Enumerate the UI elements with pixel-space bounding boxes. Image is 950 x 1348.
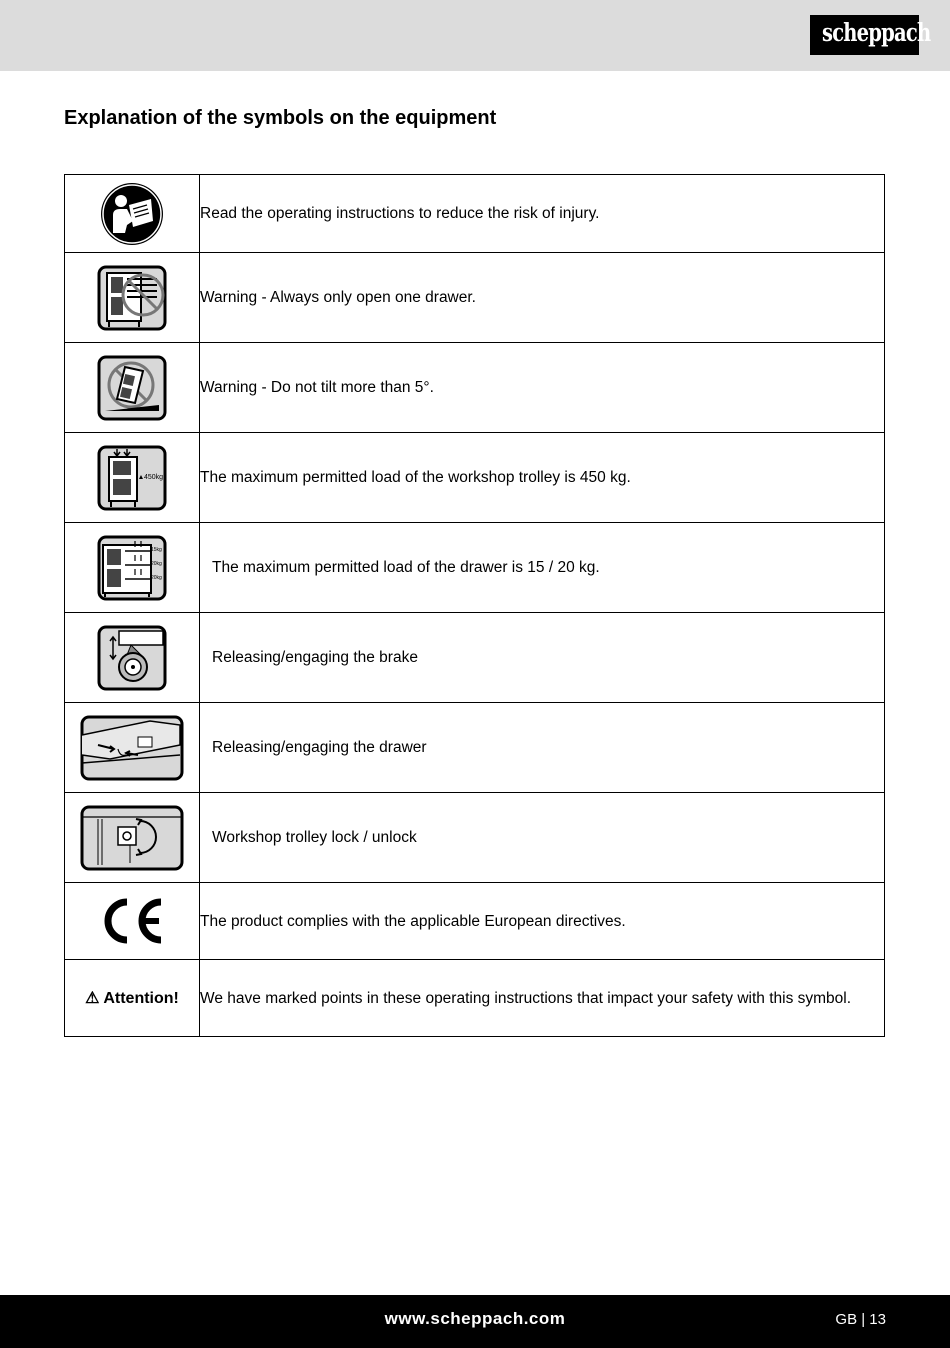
row-description: Releasing/engaging the drawer bbox=[200, 703, 885, 793]
icon-cell bbox=[65, 883, 200, 960]
icon-cell bbox=[65, 703, 200, 793]
drawer-load-label: 20kg bbox=[151, 560, 162, 567]
icon-cell bbox=[65, 523, 200, 613]
icon-cell bbox=[65, 960, 200, 1037]
row-description: The product complies with the applicable European directives. bbox=[200, 883, 885, 960]
icon-cell bbox=[65, 175, 200, 253]
row-description: Workshop trolley lock / unlock bbox=[200, 793, 885, 883]
row-description: Read the operating instructions to reduce the risk of injury. bbox=[200, 175, 885, 253]
brake-icon bbox=[97, 625, 167, 691]
row-description: Releasing/engaging the brake bbox=[200, 613, 885, 703]
icon-cell bbox=[65, 343, 200, 433]
scheppach-logo: scheppach bbox=[810, 15, 919, 55]
row-description: The maximum permitted load of the workshop trolley is 450 kg. bbox=[200, 433, 885, 523]
drawer-load-label: 20kg bbox=[151, 574, 162, 581]
table-row bbox=[65, 343, 885, 433]
table-row bbox=[65, 703, 885, 793]
footer-bar bbox=[0, 1295, 950, 1348]
header-bar bbox=[0, 0, 950, 71]
website-url: www.scheppach.com bbox=[384, 1309, 566, 1328]
warning-triangle-icon: ⚠ bbox=[85, 990, 100, 1007]
table-row bbox=[65, 883, 885, 960]
table-row bbox=[65, 253, 885, 343]
row-description: The maximum permitted load of the drawer is 15 / 20 kg. bbox=[200, 523, 885, 613]
icon-cell bbox=[65, 433, 200, 523]
page-number: GB | 13 bbox=[835, 1311, 886, 1328]
load-label: 450kg bbox=[144, 473, 164, 481]
drawer-load-icon bbox=[97, 535, 167, 601]
table-row bbox=[65, 433, 885, 523]
row-description: Warning - Always only open one drawer. bbox=[200, 253, 885, 343]
icon-cell bbox=[65, 613, 200, 703]
table-row bbox=[65, 523, 885, 613]
table-row bbox=[65, 793, 885, 883]
no-tilt-icon bbox=[97, 355, 167, 421]
row-description: Warning - Do not tilt more than 5°. bbox=[200, 343, 885, 433]
table-row bbox=[65, 613, 885, 703]
drawer-load-label: 15kg bbox=[151, 546, 162, 553]
read-manual-icon bbox=[99, 181, 165, 247]
one-drawer-icon bbox=[97, 265, 167, 331]
icon-cell bbox=[65, 793, 200, 883]
attention-label: Attention! bbox=[103, 990, 179, 1007]
table-row bbox=[65, 175, 885, 253]
trolley-load-icon bbox=[97, 445, 167, 511]
page-title: Explanation of the symbols on the equipment bbox=[64, 107, 497, 129]
table-row bbox=[65, 960, 885, 1037]
row-description: We have marked points in these operating instructions that impact your safety with this symbol. bbox=[200, 960, 885, 1037]
ce-mark-icon bbox=[97, 896, 167, 946]
icon-cell bbox=[65, 253, 200, 343]
trolley-lock-icon bbox=[80, 805, 184, 871]
symbols-table bbox=[64, 174, 885, 1037]
drawer-release-icon bbox=[80, 715, 184, 781]
